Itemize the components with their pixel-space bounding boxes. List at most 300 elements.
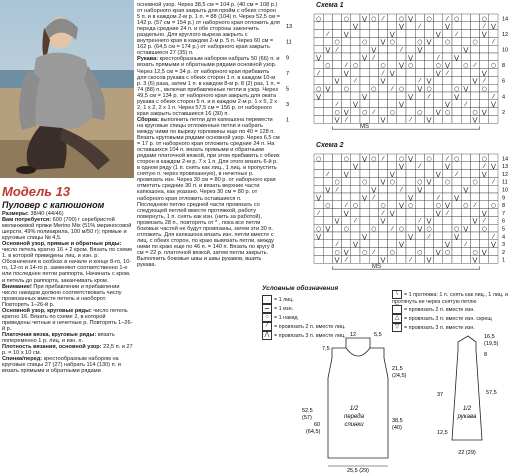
chart-symbol: ⋁ [454,233,460,241]
chart-cell [378,84,387,92]
chart-cell [332,14,341,22]
chart-cell [424,248,433,256]
materials-label: Вам потребуется: [2,217,52,224]
chart-cell [351,154,360,162]
chart-cell [470,170,479,178]
chart-symbol: ⋁ [490,101,496,109]
chart-cell [388,76,397,84]
chart-symbol: ⋁ [472,77,478,85]
chart-symbol: ⋁ [316,233,322,241]
chart-cell [443,170,452,178]
chart-symbol: ⁄ [456,30,458,38]
chart-cell [443,193,452,201]
chart-symbol: ○ [435,202,441,210]
chart-cell [360,240,369,248]
chart-cell [388,162,397,170]
chart-symbol: ⁄ [483,163,485,171]
chart-symbol: ⋁ [426,217,432,225]
chart-cell [480,177,489,185]
row-number-label: 9 [286,55,290,62]
chart-symbol: ○ [334,178,340,186]
chart-symbol: ⋁ [380,77,386,85]
chart-symbol: ⋁ [362,54,368,62]
chart-cell [452,255,461,263]
schema-1-grid [286,14,508,129]
chart-cell [406,84,415,92]
chart-cell [314,108,323,116]
chart-cell [443,84,452,92]
chart-cell [461,170,470,178]
chart-cell [360,61,369,69]
yarn-over-icon: ○ [262,313,272,322]
chart-symbol: ⁄ [400,186,402,194]
chart-cell [480,240,489,248]
chart-symbol: ⋁ [444,241,450,249]
chart-cell [452,240,461,248]
chart-cell [424,45,433,53]
chart-cell [342,92,351,100]
chart-cell [323,69,332,77]
chart-cell [434,14,443,22]
chart-cell [369,216,378,224]
chart-symbol: ⋁ [334,116,340,124]
chart-symbol: ⋁ [490,241,496,249]
back-text: крестообразным набором на круговые спицы 27 (27) набрать 114 (130) п. и вязать прямыми и обратными рядами [2,356,121,375]
chart-symbol: ○ [361,38,368,46]
chart-symbol: ⋁ [481,209,487,217]
chart-symbol: ○ [315,155,322,163]
chart-cell [360,76,369,84]
chart-symbol: ⋁ [325,85,331,93]
chart-symbol: ⋁ [463,46,469,54]
chart-symbol: ○ [490,202,497,210]
chart-symbol: ⋁ [417,46,423,54]
chart-cell [452,37,461,45]
neckline-curve [346,348,370,356]
chart-symbol: ⋁ [481,108,487,116]
chart-symbol: ⁄ [446,209,448,217]
chart-symbol: ○ [380,62,386,70]
chart-cell [397,232,406,240]
chart-symbol: ○ [463,202,469,210]
chart-symbol: ⁄ [373,54,375,62]
chart-cell [314,22,323,30]
chart-cell [397,76,406,84]
svg-text:(57): (57) [302,415,312,421]
chart-cell [443,76,452,84]
chart-cell [323,37,332,45]
chart-symbol: ⋁ [417,225,423,233]
chart-symbol: ⋁ [389,30,395,38]
chart-cell [397,255,406,263]
legend-item-ssk [392,290,520,305]
chart-symbol: ⋁ [398,241,404,249]
chart-cell [351,193,360,201]
chart-symbol: ⁄ [373,108,375,116]
chart-symbol: ⁄ [345,202,347,210]
chart-cell [434,232,443,240]
chart-symbol: ⋁ [444,202,450,210]
chart-symbol: ⋁ [435,30,441,38]
basic-pattern-label: Основной узор, прямые и обратные ряды: [2,241,122,248]
chart-symbol: ⁄ [446,69,448,77]
chart-cell [434,115,443,123]
chart-symbol: ⁄ [336,101,338,109]
legend-text: = провязать 3 п. вместе лиц. [274,332,346,339]
chart-cell [323,14,332,22]
chart-cell [434,162,443,170]
chart-cell [434,240,443,248]
chart-cell [351,255,360,263]
chart-cell [388,53,397,61]
back-label: Спинка/перед: [2,356,43,363]
size-value: 38/40 (44/46) [28,211,64,217]
chart-cell [323,248,332,256]
chart-symbol: ⋁ [343,108,349,116]
chart-symbol: ○ [334,38,340,46]
row-number-label: 12 [502,171,509,178]
chart-cell [434,185,443,193]
chart-cell [489,193,498,201]
k2tog-icon: ⁄ [262,322,272,331]
chart-cell [378,30,387,38]
chart-symbol: ⋁ [362,93,368,101]
chart-cell [323,22,332,30]
chart-symbol: ⁄ [391,85,393,93]
legend-text: = 1 лиц. [274,296,294,303]
chart-symbol: ⋁ [444,163,450,171]
chart-cell [314,170,323,178]
chart-symbol: ⁄ [483,23,485,31]
svg-text:22 (29): 22 (29) [458,450,476,456]
chart-cell [378,248,387,256]
chart-symbol: ⋁ [380,256,386,264]
chart-cell [323,162,332,170]
chart-symbol: ○ [426,85,432,93]
chart-cell [378,108,387,116]
chart-symbol: ⋁ [380,178,386,186]
chart-cell [452,209,461,217]
chart-symbol: ⁄ [391,225,393,233]
chart-symbol: ⋁ [362,15,368,23]
chart-cell [332,92,341,100]
chart-symbol: ⋁ [371,46,377,54]
chart-symbol: ○ [343,155,349,163]
chart-cell [360,201,369,209]
chart-symbol: ⋁ [398,23,404,31]
chart-cell [378,100,387,108]
chart-cell [397,37,406,45]
chart-cell [360,216,369,224]
legend-text: = 1 протяжка: 1 п. снять как лиц., 1 лиц. и протянуть ее через снятую петлю [392,291,508,305]
chart-cell [397,216,406,224]
density-text: 22,5 п. и 27 р. = 10 х 10 см. [2,344,133,357]
chart-cell [434,37,443,45]
chart-symbol: ⁄ [373,248,375,256]
chart-cell [470,154,479,162]
chart-cell [369,115,378,123]
chart-symbol: ⋁ [389,209,395,217]
chart-symbol: ⋁ [444,23,450,31]
chart-cell [397,170,406,178]
chart-symbol: ⋁ [362,233,368,241]
chart-cell [415,61,424,69]
chart-symbol: ⁄ [446,155,448,163]
attention-text: При прибавлении и прибавлении число накидов должно соответствовать числу провязанных вместе петель и наоборот. Повторять 1–26-й р. [2,283,122,308]
chart-cell [461,76,470,84]
svg-text:12: 12 [350,332,357,338]
chart-symbol: ⋁ [362,194,368,202]
chart-cell [369,61,378,69]
chart-symbol: ⁄ [345,116,347,124]
svg-text:16,5: 16,5 [484,334,495,340]
text-block-b: Последнюю петлю средней части провязать со следующей петлей вместе протяжкой, работу повернуть, 1 п. снять как изн. (нить за работой), провязать 28 п., повторять от * , пока все петли боковых частей не будут провязаны, затем эти 30 п. отложить. Для капюшона вязать изн. петли вместе с лиц. с обеих сторон, по краю вывязать петли, между ними по краю еще по 46 п. = 140 п. Вязать по кругу 8 см = 22 р. платочной вязкой, затем петли закрыть. Выполнить боковые швы и швы рукавов, вшить рукава. [137,201,275,269]
chart-cell [360,209,369,217]
chart-symbol: ⁄ [382,15,384,23]
chart-cell [461,14,470,22]
chart-cell [415,30,424,38]
chart-cell [424,209,433,217]
chart-symbol: ○ [407,202,414,210]
chart-cell [470,14,479,22]
chart-cell [406,170,415,178]
chart-cell [360,84,369,92]
chart-cell [378,92,387,100]
chart-cell [470,224,479,232]
chart-cell [470,209,479,217]
attention-label: Внимание! [2,283,32,290]
chart-cell [388,154,397,162]
chart-cell [360,100,369,108]
chart-cell [424,108,433,116]
legend-text: = 1 изн. [274,305,294,312]
chart-cell [461,162,470,170]
chart-cell [342,216,351,224]
schema-2-chart [284,150,521,275]
svg-text:60: 60 [314,422,321,428]
row-number-label: 5 [286,86,290,93]
sleeves-label: Рукава: [137,56,159,63]
chart-cell [461,193,470,201]
chart-symbol: ⁄ [419,23,421,31]
chart-symbol: ⋁ [408,194,414,202]
chart-cell [406,37,415,45]
chart-cell [489,53,498,61]
knit-symbol-icon [262,295,272,304]
chart-cell [351,232,360,240]
chart-cell [332,154,341,162]
chart-cell [461,115,470,123]
chart-cell [461,255,470,263]
chart-symbol: ⋁ [352,241,358,249]
chart-cell [314,61,323,69]
chart-cell [397,53,406,61]
chart-cell [360,185,369,193]
chart-symbol: ⋁ [490,163,496,171]
chart-symbol: ○ [371,155,377,163]
chart-cell [489,69,498,77]
chart-symbol: ⋁ [408,155,414,163]
chart-cell [397,115,406,123]
chart-cell [424,201,433,209]
chart-symbol: ○ [426,225,432,233]
chart-symbol: ⁄ [419,77,421,85]
schema-2-ms-label: MS [372,264,381,270]
chart-cell [470,69,479,77]
chart-cell [342,45,351,53]
chart-cell [461,108,470,116]
chart-symbol: ⋁ [444,101,450,109]
chart-symbol: ⋁ [435,69,441,77]
chart-cell [378,185,387,193]
chart-symbol: ⋁ [426,38,432,46]
chart-symbol: ⋁ [398,163,404,171]
chart-symbol: ○ [334,248,340,256]
row-number-label: 3 [286,102,290,109]
chart-symbol: ○ [472,38,478,46]
k3tog-icon: ⋀ [262,331,272,340]
chart-cell [323,193,332,201]
chart-symbol: ○ [380,202,386,210]
chart-symbol: ⋁ [316,93,322,101]
chart-cell [360,45,369,53]
chart-cell [332,69,341,77]
chart-symbol: ⋁ [435,170,441,178]
chart-cell [314,201,323,209]
row-number-label: 6 [502,218,506,225]
chart-symbol: ⁄ [437,54,439,62]
chart-cell [443,53,452,61]
chart-symbol: ⁄ [354,77,356,85]
row-number-label: 11 [286,39,292,46]
row-number-label: 11 [502,179,508,186]
chart-symbol: ⋁ [463,85,469,93]
chart-symbol: ⁄ [483,217,485,225]
chart-symbol: ⁄ [327,170,329,178]
chart-symbol: ○ [371,225,377,233]
chart-cell [443,30,452,38]
chart-cell [332,84,341,92]
chart-cell [351,30,360,38]
svg-text:12,5: 12,5 [437,430,448,436]
chart-cell [323,108,332,116]
chart-cell [415,201,424,209]
pattern-schematic [262,330,521,476]
chart-cell [314,255,323,263]
chart-cell [406,45,415,53]
chart-cell [480,100,489,108]
chart-cell [406,240,415,248]
chart-symbol: ⁄ [400,46,402,54]
chart-cell [342,232,351,240]
chart-cell [351,53,360,61]
chart-cell [351,248,360,256]
chart-cell [461,209,470,217]
chart-cell [314,30,323,38]
chart-cell [489,45,498,53]
chart-symbol: ○ [315,225,322,233]
chart-symbol: ○ [352,202,359,210]
legend-text: = провязать 3 п. вместе изн. [404,324,475,331]
chart-cell [489,30,498,38]
legend-text: = 1 накид [274,314,298,321]
chart-cell [415,14,424,22]
chart-symbol: ⋁ [426,116,432,124]
chart-cell [406,216,415,224]
chart-cell [323,154,332,162]
row-number-label: 13 [502,164,509,171]
chart-symbol: ⁄ [446,15,448,23]
chart-symbol: ⋁ [380,217,386,225]
chart-symbol: ⁄ [345,256,347,264]
text-block-a: основной узор. Через 38,5 см = 104 р. (40 см = 108 р.) от наборного края закрыть для пройм с обеих сторон 5 п. и в каждом 2-м р. 1 п. = 88 (104) п. Через 52,5 см = 142 р. (57 см = 154 р.) от наборного края отложить для переда средние 24 п. и обе стороны закончить раздельно. Для круглого выреза закрыть с внутреннего края в каждом 2-м р. 5 п. Через 60 см = 162 р. (64,5 см = 174 р.) от наборного края закрыть оставшиеся 27 (35) п. [137,2,280,57]
chart-cell [424,162,433,170]
chart-cell [424,53,433,61]
chart-cell [360,69,369,77]
chart-cell [332,224,341,232]
chart-cell [415,209,424,217]
chart-cell [378,162,387,170]
chart-cell [351,14,360,22]
chart-symbol: ⁄ [437,194,439,202]
chart-cell [434,92,443,100]
row-number-label: 5 [502,226,506,233]
p3tog-icon: ▽ [392,323,402,332]
chart-cell [434,177,443,185]
legend-item-knit [262,295,392,304]
chart-symbol: ○ [453,155,460,163]
chart-cell [406,30,415,38]
p2tog-icon: ⌒ [393,306,400,312]
chart-symbol: ○ [453,15,460,23]
chart-cell [332,232,341,240]
chart-cell [452,162,461,170]
chart-cell [351,69,360,77]
chart-cell [351,177,360,185]
chart-cell [434,45,443,53]
svg-text:рукава: рукава [457,414,477,420]
chart-cell [424,240,433,248]
chart-cell [388,240,397,248]
chart-symbol: ○ [343,15,349,23]
chart-symbol: ○ [417,178,423,186]
chart-cell [452,22,461,30]
row-number-label: 8 [502,203,506,210]
chart-cell [452,115,461,123]
legend-right [392,290,520,332]
svg-text:спинки: спинки [344,422,364,428]
chart-cell [489,185,498,193]
chart-cell [378,45,387,53]
chart-symbol: ⋁ [334,77,340,85]
chart-cell [406,209,415,217]
purl-symbol-icon [262,304,272,313]
chart-cell [489,255,498,263]
chart-cell [378,22,387,30]
chart-cell [480,115,489,123]
chart-symbol: ○ [389,108,395,116]
chart-symbol: ○ [472,178,478,186]
chart-cell [360,115,369,123]
chart-cell [369,201,378,209]
purl-text: вязать попеременно 1 р. лиц. и изн. п. [2,331,115,344]
chart-symbol: ⋁ [352,163,358,171]
chart-cell [369,22,378,30]
chart-symbol: ⁄ [428,233,430,241]
chart-symbol: ⁄ [492,38,494,46]
chart-symbol: ○ [407,62,414,70]
chart-cell [388,14,397,22]
